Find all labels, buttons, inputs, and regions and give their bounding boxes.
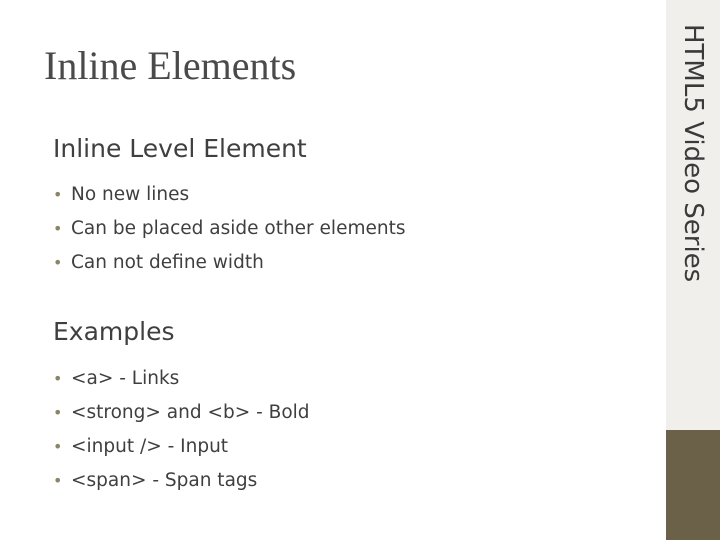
side-label-container xyxy=(672,0,714,306)
side-accent-block xyxy=(666,430,720,540)
bullet-text: <span> - Span tags xyxy=(71,469,258,491)
bullet-text: <input /> - Input xyxy=(71,435,229,457)
list-item xyxy=(53,395,310,429)
list-item xyxy=(53,177,405,211)
section-heading-examples: Examples xyxy=(53,317,175,346)
bullet-icon: • xyxy=(53,368,63,388)
bullet-icon: • xyxy=(53,184,63,204)
list-item xyxy=(53,211,405,245)
list-item xyxy=(53,245,405,279)
bullet-text: No new lines xyxy=(71,183,190,205)
list-item xyxy=(53,361,310,395)
list-item xyxy=(53,429,310,463)
bullet-text: Can not define width xyxy=(71,251,264,273)
bullet-icon: • xyxy=(53,218,63,238)
list-item xyxy=(53,463,310,497)
slide-title: Inline Elements xyxy=(44,43,297,88)
bullet-text: <strong> and <b> - Bold xyxy=(71,401,310,423)
series-label: HTML5 Video Series xyxy=(678,23,708,283)
bullet-text: Can be placed aside other elements xyxy=(71,217,406,239)
bullet-list-examples xyxy=(53,361,310,497)
bullet-icon: • xyxy=(53,402,63,422)
section-heading-inline-level: Inline Level Element xyxy=(53,134,307,163)
bullet-icon: • xyxy=(53,252,63,272)
bullet-list-inline-level xyxy=(53,177,405,279)
bullet-text: <a> - Links xyxy=(71,367,180,389)
bullet-icon: • xyxy=(53,470,63,490)
bullet-icon: • xyxy=(53,436,63,456)
